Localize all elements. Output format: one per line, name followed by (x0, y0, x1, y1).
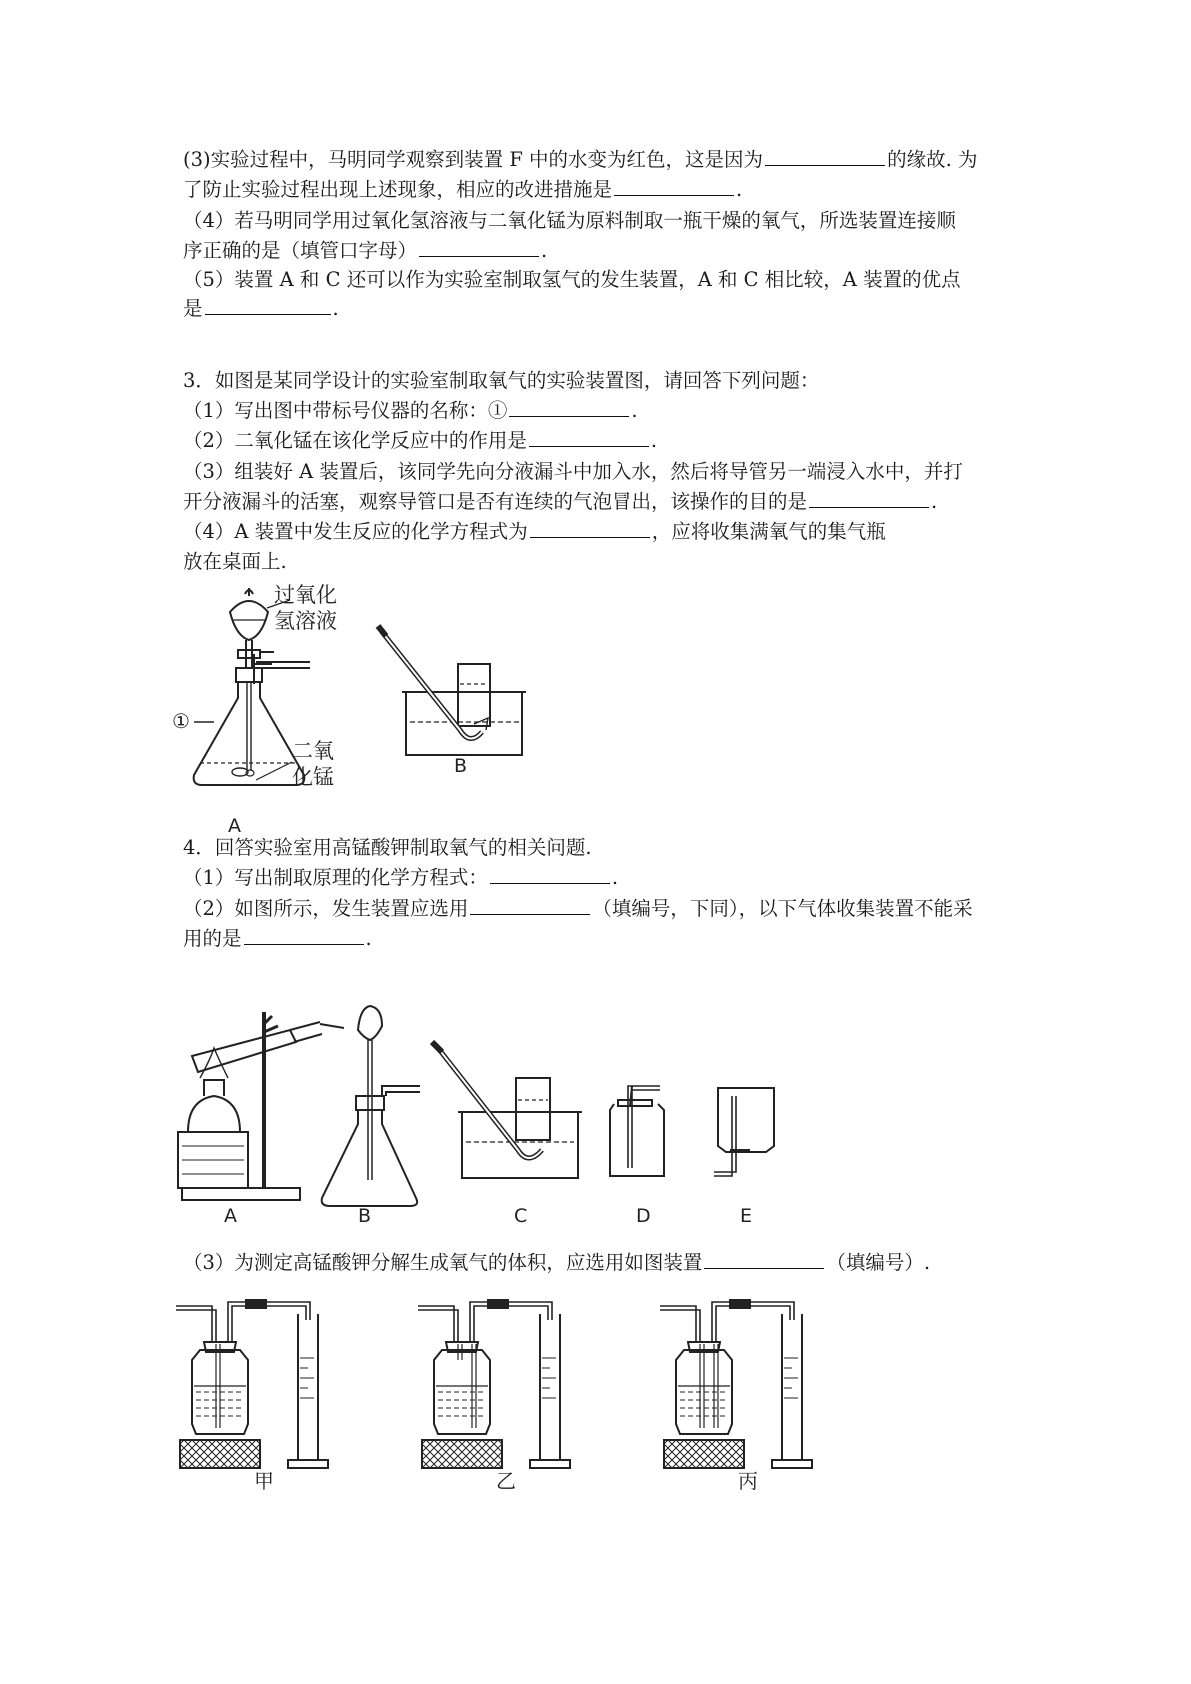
q3-s1-text: （1）写出图中带标号仪器的名称：① (183, 399, 508, 422)
setup-bing (660, 1300, 812, 1468)
caption-b: B (358, 1205, 372, 1227)
apparatus-b-water-trough (378, 626, 526, 755)
period: . (736, 178, 743, 201)
label-marker-1: ① (172, 709, 190, 733)
q3-s1 (183, 397, 638, 425)
q4-s1-blank[interactable] (490, 865, 610, 884)
q2-part3-text3: 了防止实验过程出现上述现象，相应的改进措施是 (183, 178, 613, 201)
q3-s4-blank[interactable] (530, 519, 650, 538)
q3-s4-text2: ，应将收集满氧气的集气瓶 (651, 520, 886, 543)
q2-part3-blank1[interactable] (765, 147, 885, 166)
q3-s2-blank[interactable] (529, 428, 649, 447)
q3-s3-text: （3）组装好 A 装置后，该同学先向分液漏斗中加入水，然后将导管另一端浸入水中，并打 (183, 460, 963, 483)
q3-s4-line2 (183, 548, 287, 576)
caption-b: B (454, 755, 468, 777)
caption-e: E (740, 1205, 753, 1227)
caption-a: A (228, 815, 241, 837)
apparatus-c-water-trough (432, 1042, 582, 1178)
q2-part4-text2: 序正确的是（填管口字母） (183, 239, 418, 262)
setup-jia (176, 1300, 328, 1468)
period: . (541, 239, 548, 262)
q2-part5-text: （5）装置 A 和 C 还可以作为实验室制取氢气的发生装置，A 和 C 相比较，A 装置的优点 (183, 268, 961, 291)
period: . (631, 399, 638, 422)
q2-part5-line2 (183, 295, 339, 323)
q4-s2-blank2[interactable] (244, 926, 364, 945)
q2-part3-blank2[interactable] (614, 177, 734, 196)
q3-s3-blank[interactable] (809, 489, 929, 508)
q3-title-text: 3．如图是某同学设计的实验室制取氧气的实验装置图，请回答下列问题： (183, 369, 820, 392)
period: . (650, 429, 658, 452)
q3-s1-blank[interactable] (509, 398, 629, 417)
q4-s3-text2: （填编号）. (826, 1251, 931, 1274)
apparatus-d-bottle (610, 1086, 664, 1176)
period: . (611, 866, 619, 889)
period: . (332, 297, 339, 320)
q2-part3-line1 (183, 146, 977, 174)
q4-s2-line2 (183, 925, 372, 953)
q3-s4-text: （4）A 装置中发生反应的化学方程式为 (183, 520, 528, 543)
q2-part5-blank[interactable] (205, 296, 331, 315)
q4-s2-blank1[interactable] (470, 896, 590, 915)
q4-s1 (183, 864, 618, 892)
caption-yi: 乙 (496, 1469, 516, 1493)
apparatus-b-flask-funnel (322, 1006, 420, 1206)
label-mno2-line2: 化锰 (292, 765, 334, 789)
label-mno2-line1: 二氧 (292, 739, 334, 763)
q3-s4-line1 (183, 518, 886, 546)
q2-part3-text2: 的缘故. 为 (887, 148, 978, 171)
caption-jia: 甲 (254, 1469, 274, 1493)
q3-s2-text: （2）二氧化锰在该化学反应中的作用是 (183, 429, 527, 452)
q3-s3-text2: 开分液漏斗的活塞，观察导管口是否有连续的气泡冒出，该操作的目的是 (183, 490, 808, 513)
q2-part4-line1 (183, 207, 956, 235)
q4-s2-text: （2）如图所示，发生装置应选用 (183, 897, 469, 920)
caption-a: A (224, 1205, 237, 1227)
q4-figure-apparatus (170, 1000, 850, 1230)
q3-title (183, 367, 819, 395)
label-hydrogen-peroxide-line1: 过氧化 (274, 583, 337, 607)
period: . (365, 927, 372, 950)
q4-s3-text: （3）为测定高锰酸钾分解生成氧气的体积，应选用如图装置 (183, 1251, 703, 1274)
q3-s2 (183, 427, 657, 455)
q2-part4-blank[interactable] (419, 238, 539, 257)
q3-s4-text3: 放在桌面上. (183, 550, 287, 573)
q3-s3-line1 (183, 458, 963, 486)
q2-part4-text: （4）若马明同学用过氧化氢溶液与二氧化锰为原料制取一瓶干燥的氧气，所选装置连接顺 (183, 209, 956, 232)
apparatus-e-inverted-bottle (714, 1088, 774, 1176)
q3-s3-line2 (183, 488, 937, 516)
caption-c: C (514, 1205, 528, 1227)
caption-d: D (636, 1205, 651, 1227)
q4-s2-text3: 用的是 (183, 927, 242, 950)
q4-s1-text: （1）写出制取原理的化学方程式： (183, 866, 488, 889)
q4-title (183, 834, 592, 862)
q4-s2-text2: （填编号，下同），以下气体收集装置不能采 (592, 897, 973, 920)
q2-part3-text: (3)实验过程中，马明同学观察到装置 F 中的水变为红色，这是因为 (183, 148, 764, 171)
q3-figure (170, 580, 590, 840)
q4-s3-blank[interactable] (704, 1250, 824, 1269)
q2-part3-line2 (183, 176, 742, 204)
apparatus-a-heating (178, 1012, 344, 1200)
caption-bing: 丙 (738, 1469, 758, 1493)
q4-s2-line1 (183, 895, 973, 923)
q2-part5-line1 (183, 266, 961, 294)
q4-figure-volume-measurement (176, 1288, 896, 1498)
label-hydrogen-peroxide-line2: 氢溶液 (274, 609, 337, 633)
setup-yi (418, 1300, 570, 1468)
period: . (931, 490, 938, 513)
q4-s3 (183, 1249, 930, 1277)
q2-part5-text2: 是 (183, 297, 203, 320)
q4-title-text: 4．回答实验室用高锰酸钾制取氧气的相关问题. (183, 836, 592, 859)
q2-part4-line2 (183, 237, 547, 265)
